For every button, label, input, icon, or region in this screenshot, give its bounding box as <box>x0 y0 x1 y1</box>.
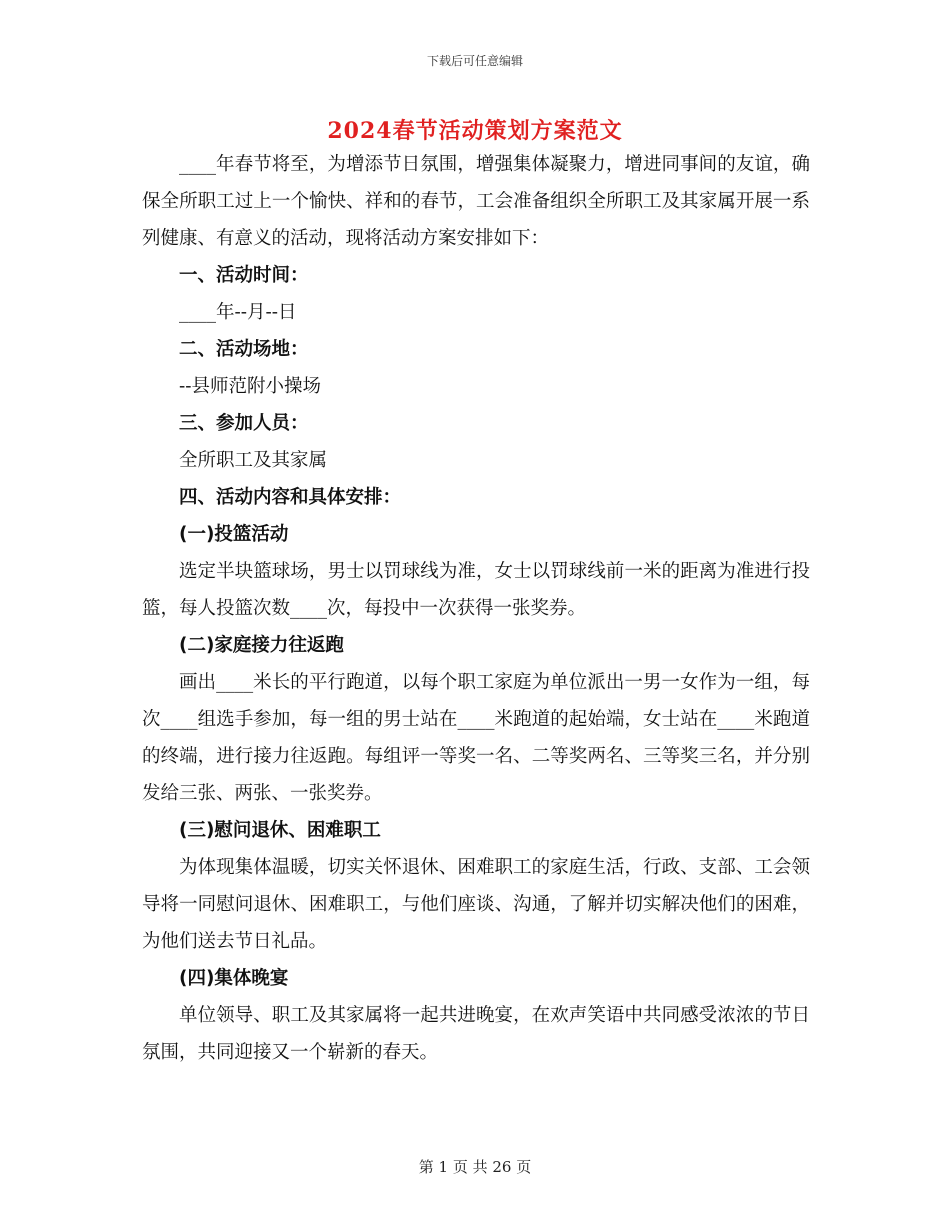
time-value: ____年--月--日 <box>179 302 297 323</box>
section-heading-venue: 二、活动场地： <box>179 339 309 360</box>
subsection-heading-relay: (二)家庭接力往返跑 <box>179 635 344 656</box>
relay-paragraph: 画出____米长的平行跑道，以每个职工家庭为单位派出一男一女作为一组，每次____组选手参加，每一组的男士站在____米跑道的起始端，女士站在____米跑道的终端，进行接力往返跑。每组评一等奖一名、二等奖两名、三等奖三名，并分别发给三张、两张、一张奖券。 <box>142 672 810 804</box>
basketball-paragraph: 选定半块篮球场，男士以罚球线为准，女士以罚球线前一米的距离为准进行投篮，每人投篮次数____次，每投中一次获得一张奖券。 <box>142 561 810 619</box>
venue-value: --县师范附小操场 <box>179 376 322 397</box>
intro-paragraph: ____年春节将至，为增添节日氛围，增强集体凝聚力，增进同事间的友谊，确保全所职工过上一个愉快、祥和的春节，工会准备组织全所职工及其家属开展一系列健康、有意义的活动，现将活动方案安排如下： <box>142 154 810 249</box>
section-heading-time: 一、活动时间： <box>179 265 309 286</box>
section-heading-content: 四、活动内容和具体安排： <box>179 487 402 508</box>
document-title: 2024春节活动策划方案范文 <box>327 118 623 144</box>
banquet-paragraph: 单位领导、职工及其家属将一起共进晚宴，在欢声笑语中共同感受浓浓的节日氛围，共同迎接又一个崭新的春天。 <box>142 1005 810 1063</box>
subsection-heading-basketball: (一)投篮活动 <box>179 524 289 545</box>
section-heading-participants: 三、参加人员： <box>179 413 309 434</box>
page-header: 下载后可任意编辑 <box>426 54 523 68</box>
participants-value: 全所职工及其家属 <box>179 450 328 471</box>
subsection-heading-visit: (三)慰问退休、困难职工 <box>179 820 381 841</box>
page-footer: 第 1 页 共 26 页 <box>418 1158 532 1176</box>
subsection-heading-banquet: (四)集体晚宴 <box>179 968 289 989</box>
visit-paragraph: 为体现集体温暖，切实关怀退休、困难职工的家庭生活，行政、支部、工会领导将一同慰问退休、困难职工，与他们座谈、沟通，了解并切实解决他们的困难，为他们送去节日礼品。 <box>142 857 810 952</box>
document-body <box>142 146 810 1071</box>
